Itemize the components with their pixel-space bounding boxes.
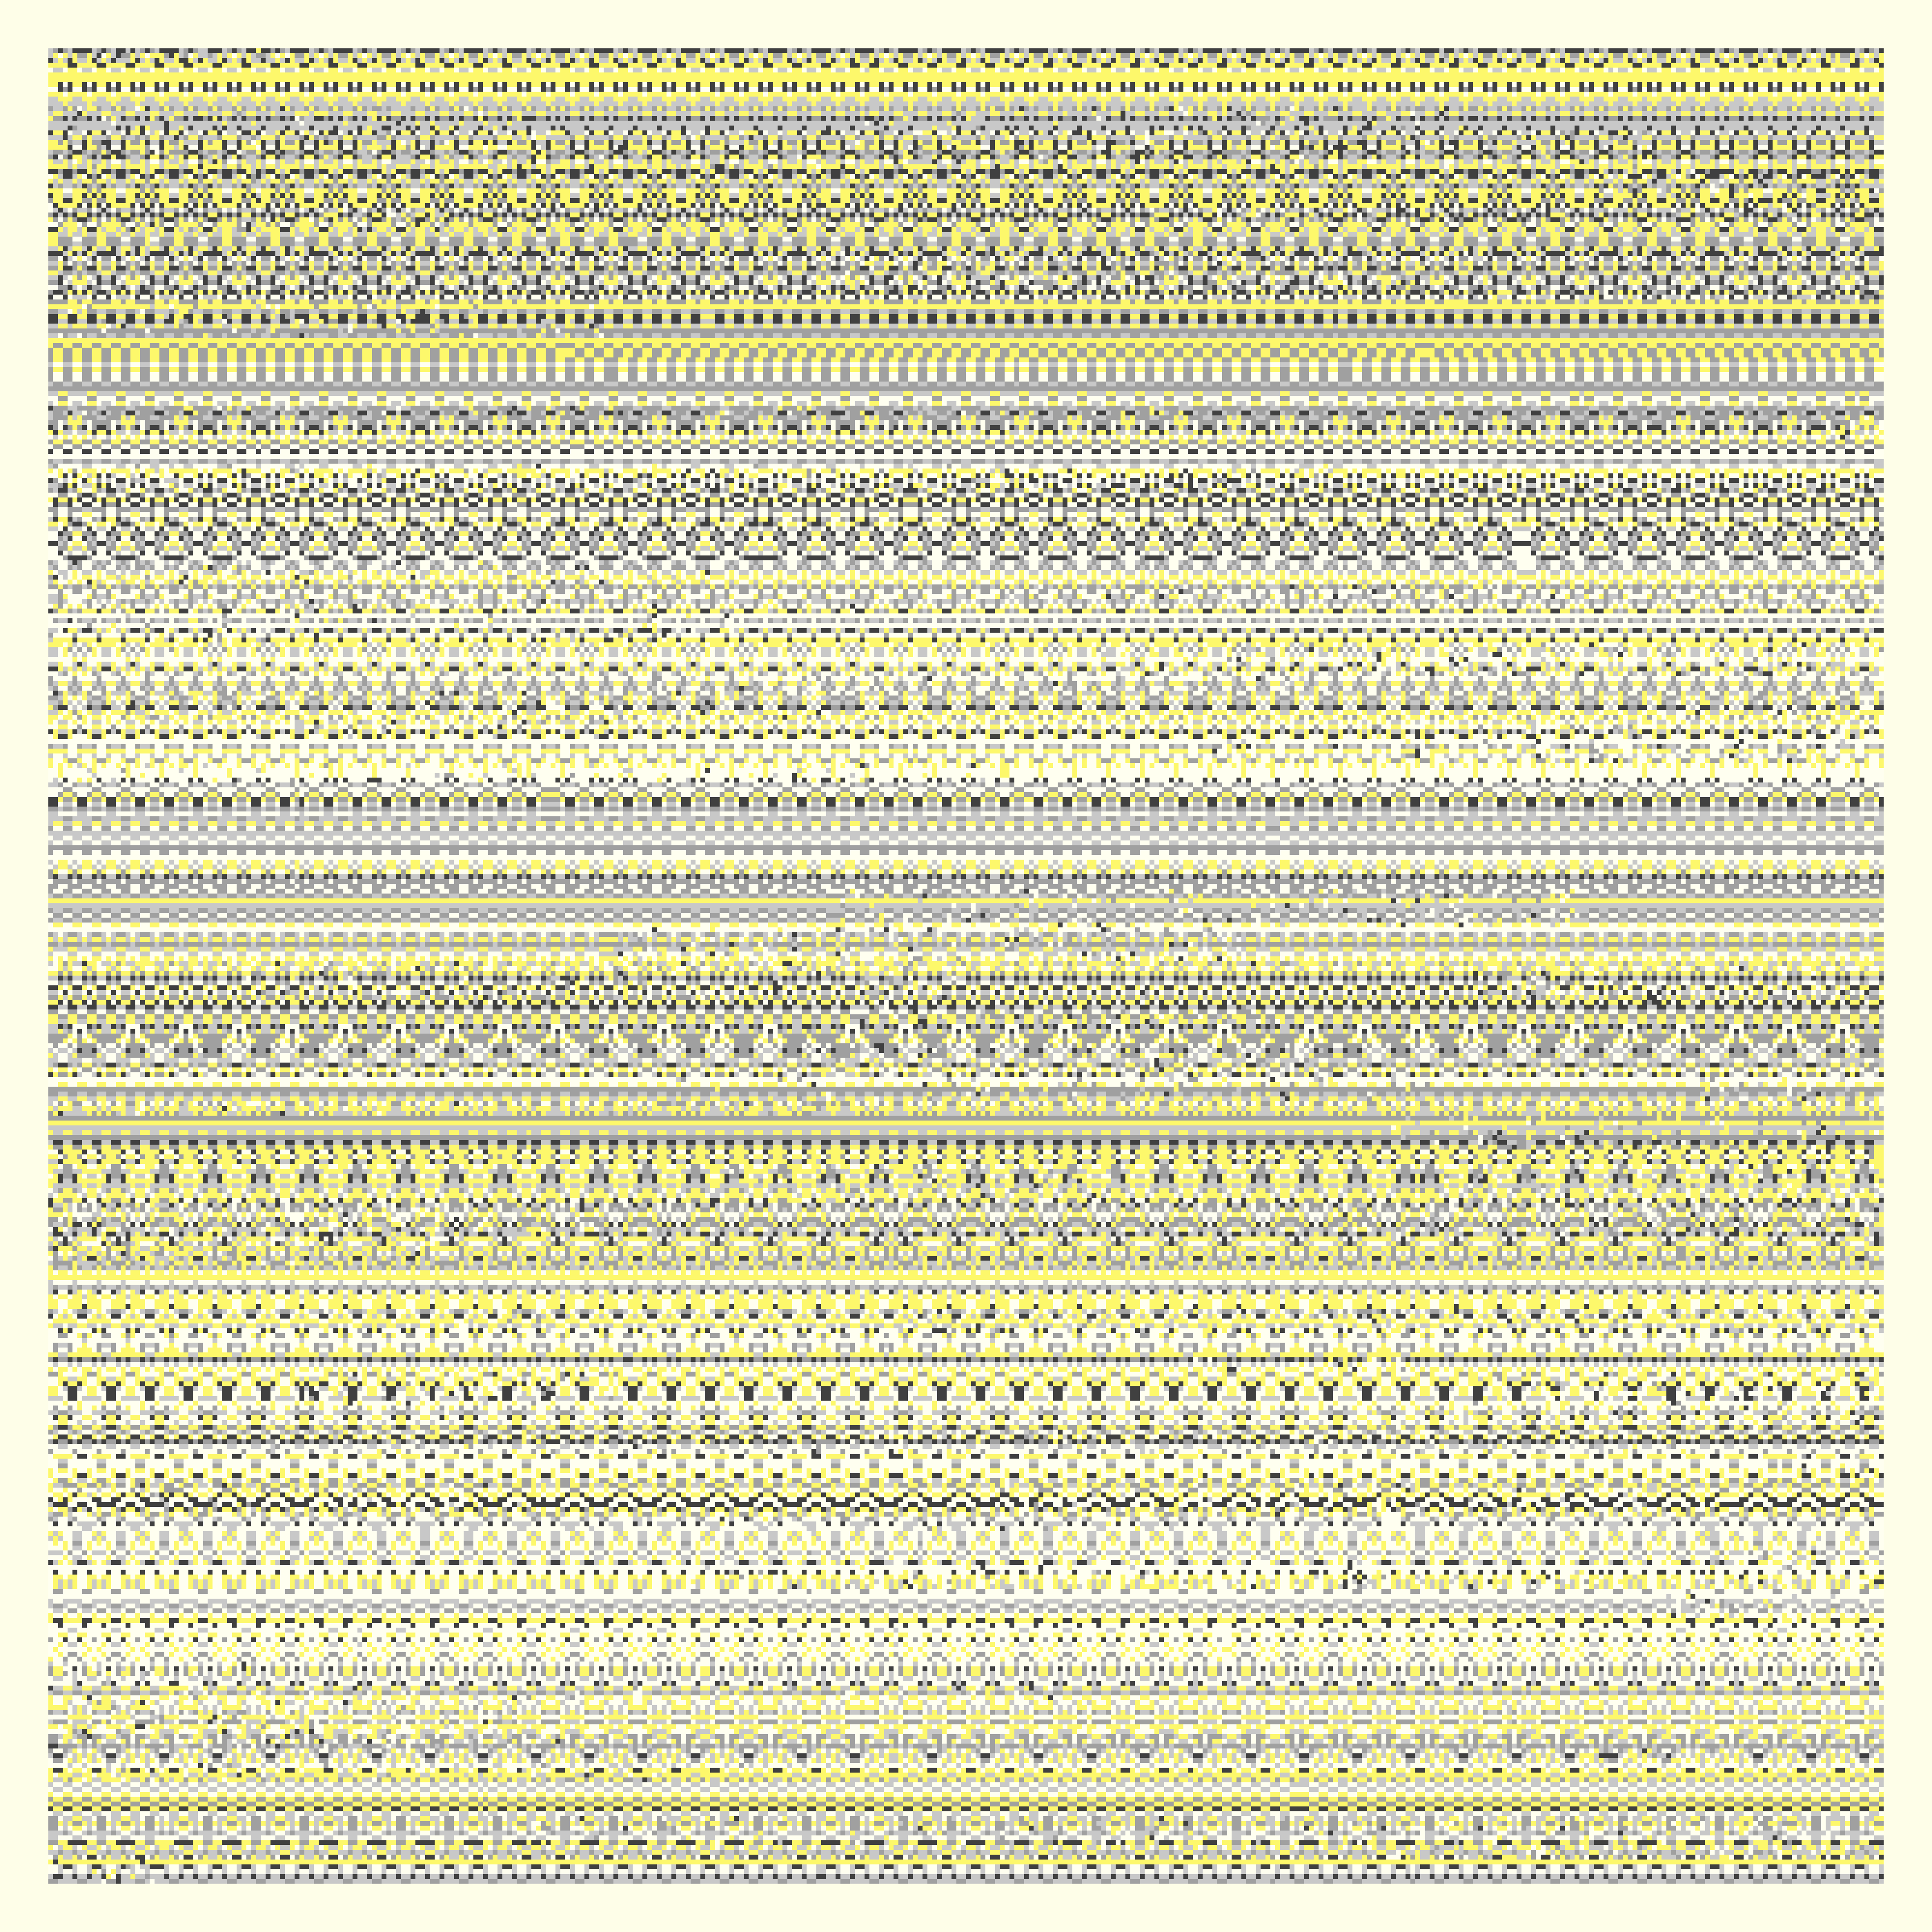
glitch-tile-pattern	[48, 48, 1884, 1884]
